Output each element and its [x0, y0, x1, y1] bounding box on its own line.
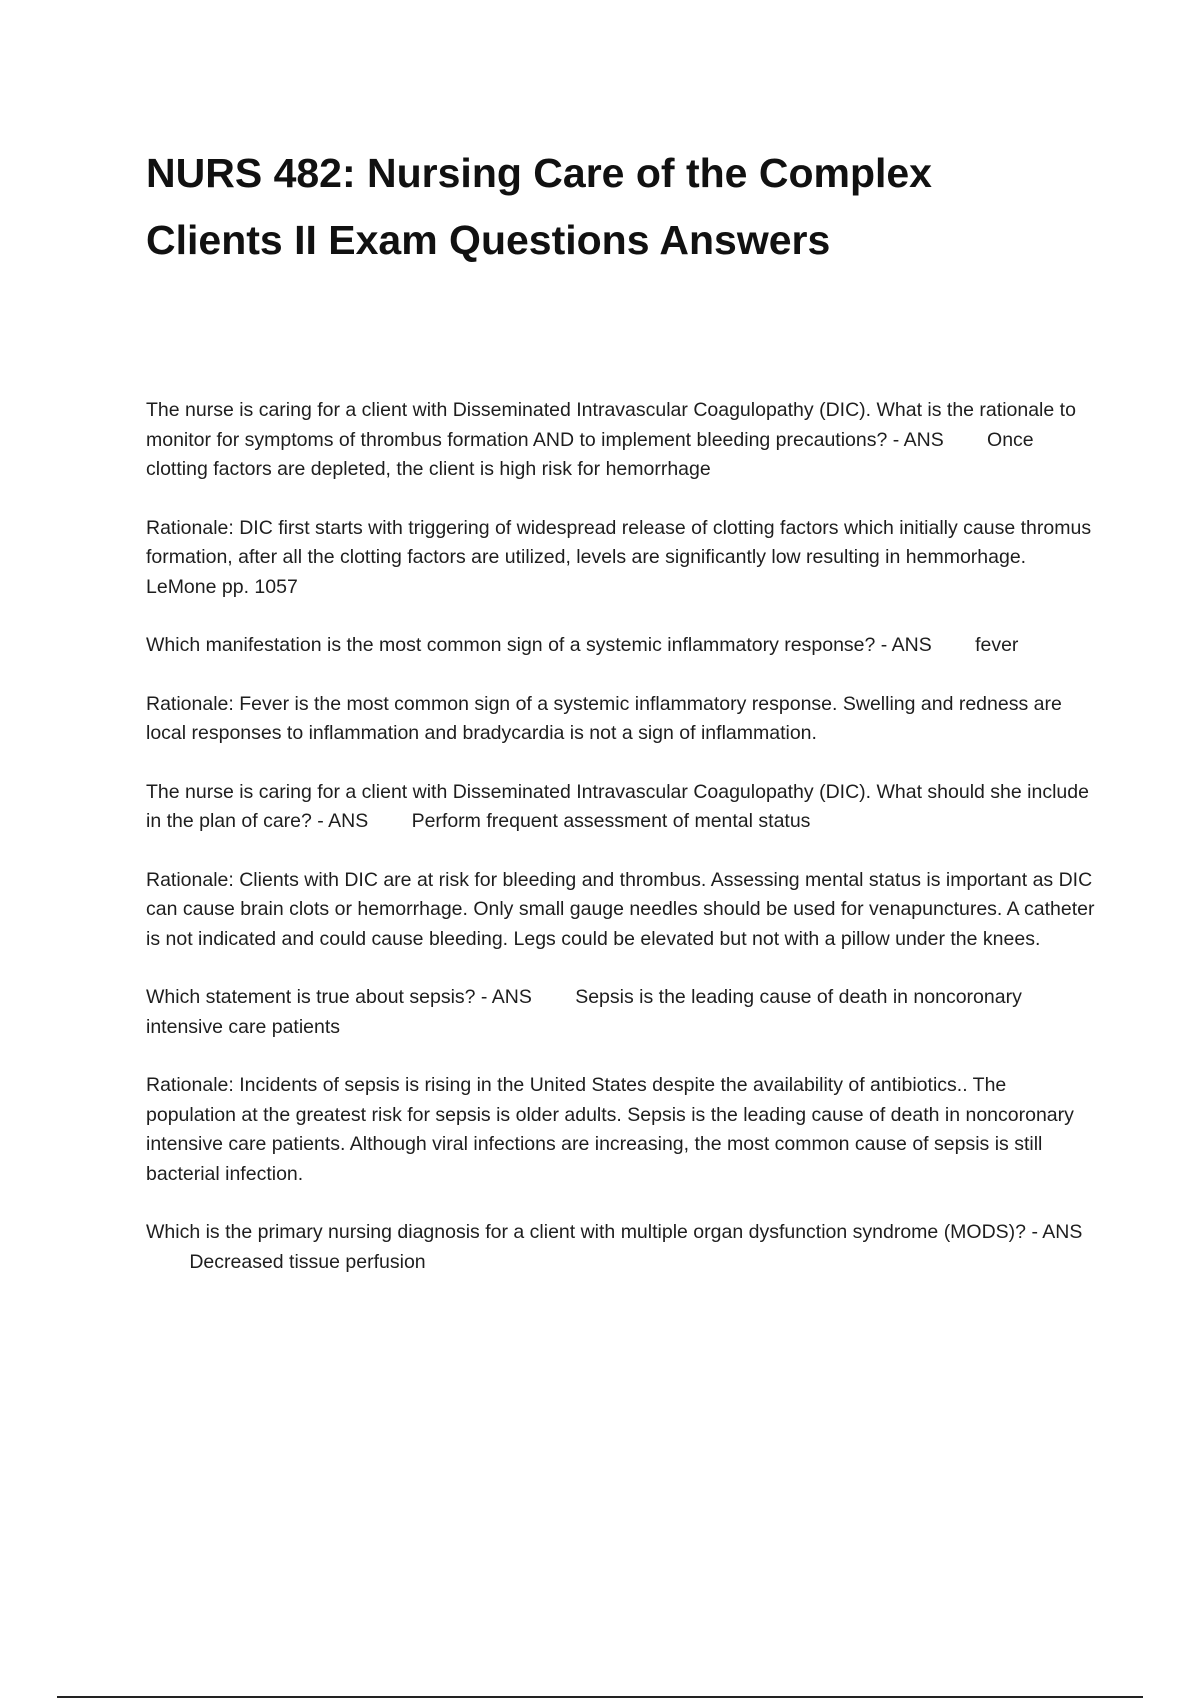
answer-text: Decreased tissue perfusion — [189, 1250, 426, 1273]
question-paragraph — [146, 631, 1096, 661]
rationale-paragraph: Rationale: Clients with DIC are at risk for bleeding and thrombus. Assessing mental status is important as DIC can cause brain clots or hemorrhage. Only small gauge needles should be used for venapunctures. A catheter is not indicated and could cause bleeding. Legs could be elevated but not with a pillow under the knees. — [146, 868, 1095, 950]
question-text: Which manifestation is the most common sign of a systemic inflammatory response? — [146, 634, 876, 656]
page-bottom-rule — [57, 1696, 1143, 1698]
question-text: The nurse is caring for a client with Disseminated Intravascular Coagulopathy (DIC). What should she include in the plan of care? — [146, 780, 1089, 832]
rationale-paragraph: Rationale: Fever is the most common sign of a systemic inflammatory response. Swelling and redness are local responses to inflammation and bradycardia is not a sign of inflammation. — [146, 692, 1062, 744]
answer-text: fever — [975, 634, 1019, 656]
document-title: NURS 482: Nursing Care of the Complex Clients II Exam Questions Answers — [146, 150, 932, 263]
answer-text: Sepsis is the leading cause of death in noncoronary intensive care patients — [146, 986, 1022, 1038]
ans-marker: - ANS — [480, 986, 532, 1008]
rationale-paragraph: Rationale: Incidents of sepsis is rising in the United States despite the availability of antibiotics.. The population at the greatest risk for sepsis is older adults. Sepsis is the leading cause of death in noncoronary intensive care patients. Although viral infections are increasing, the most common cause of sepsis is still bacterial infection. — [146, 1074, 1074, 1185]
answer-text: Perform frequent assessment of mental status — [411, 810, 811, 832]
question-paragraph — [146, 778, 1096, 837]
question-text: Which statement is true about sepsis? — [146, 986, 476, 1008]
document-body — [146, 396, 1096, 1306]
rationale-paragraph: Rationale: DIC first starts with triggering of widespread release of clotting factors which initially cause thromus formation, after all the clotting factors are utilized, levels are significantly low resulting in hemmorhage. LeMone pp. 1057 — [146, 516, 1092, 598]
question-text: The nurse is caring for a client with Disseminated Intravascular Coagulopathy (DIC). What is the rationale to monitor for symptoms of thrombus formation AND to implement bleeding precautions? — [146, 399, 1076, 451]
ans-marker: - ANS — [317, 810, 369, 832]
question-paragraph — [146, 983, 1096, 1042]
question-paragraph — [146, 1218, 1096, 1277]
question-paragraph — [146, 396, 1096, 485]
ans-marker: - ANS — [892, 428, 944, 451]
question-text: Which is the primary nursing diagnosis for a client with multiple organ dysfunction syndrome (MODS)? — [146, 1221, 1027, 1243]
ans-marker: - ANS — [880, 634, 932, 656]
answer-text: Once clotting factors are depleted, the client is high risk for hemorrhage — [146, 428, 1034, 480]
ans-marker: - ANS — [1031, 1221, 1083, 1243]
